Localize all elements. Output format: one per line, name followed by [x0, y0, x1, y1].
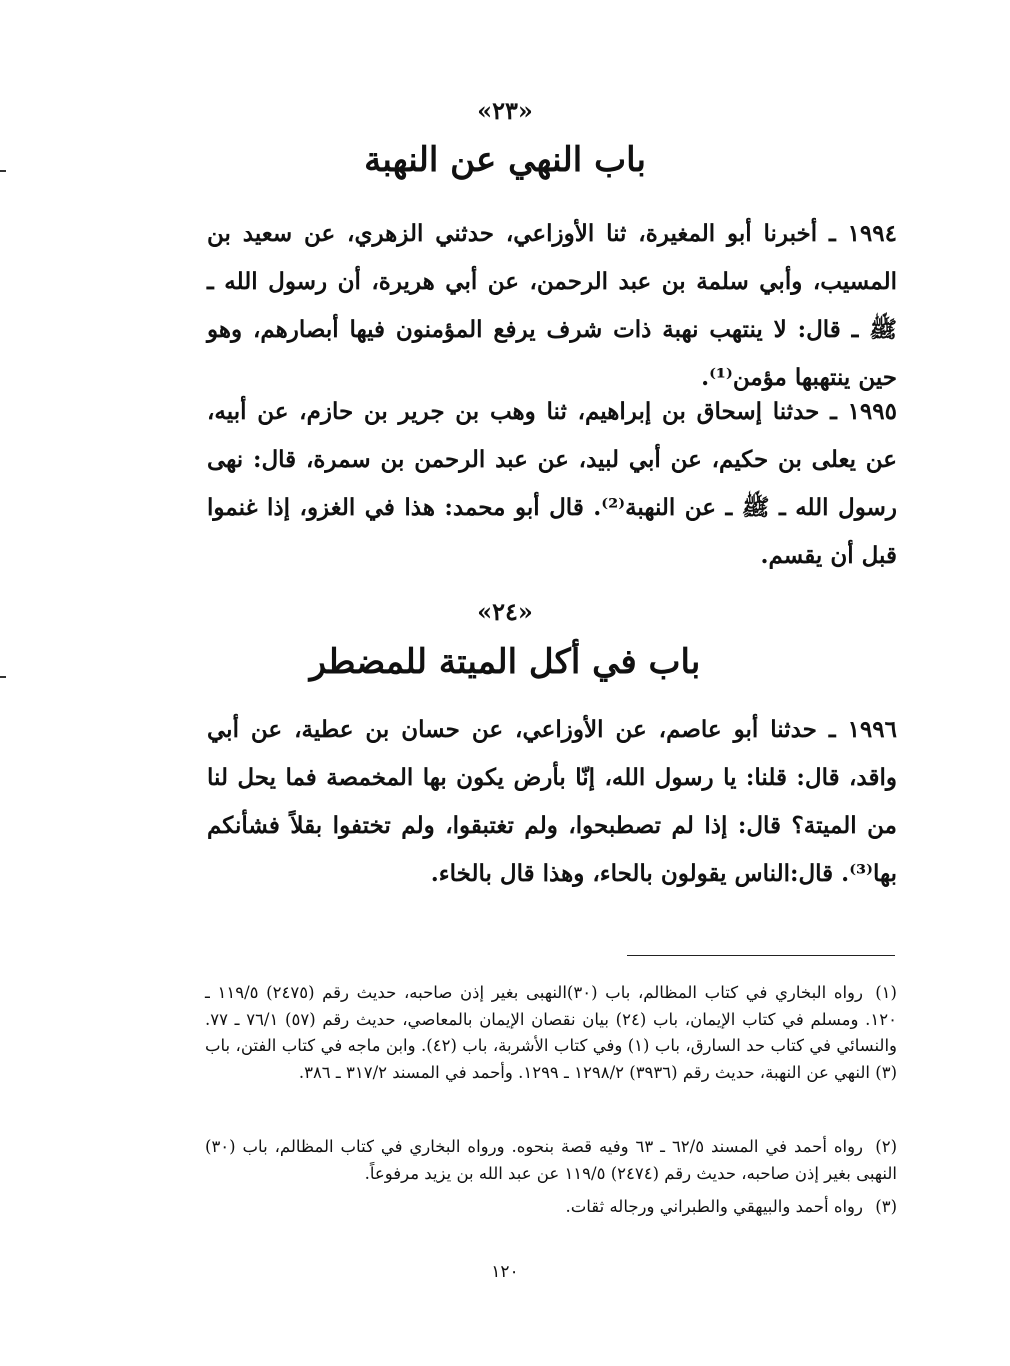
hadith-1996	[207, 706, 897, 898]
footnote-text: رواه أحمد والبيهقي والطبراني ورجاله ثقات.	[565, 1197, 863, 1216]
hadith-text: ـ حدثنا إسحاق بن إبراهيم، ثنا وهب بن جرير بن حازم، عن أبيه، عن يعلى بن حكيم، عن أبي لبيد، عن عبد الرحمن بن سمرة، قال: نهى رسول الله ـ ﷺ ـ عن النهبة⁽²⁾. قال أبو محمد: هذا في الغزو، إذا غنموا قبل أن يقسم.	[207, 398, 897, 569]
footnote-3	[205, 1194, 897, 1221]
chapter-23-title: باب النهي عن النهبة	[364, 140, 646, 180]
chapter-23-number: «٢٣»	[477, 96, 533, 125]
hadith-number: ١٩٩٦	[847, 716, 897, 743]
footnote-mark: (٢)	[875, 1137, 898, 1156]
hadith-number: ١٩٩٥	[847, 398, 897, 425]
hadith-text: ـ حدثنا أبو عاصم، عن الأوزاعي، عن حسان بن عطية، عن أبي واقد، قال: قلنا: يا رسول الله، إنّا بأرض يكون بها المخمصة فما يحل لنا من الميتة؟ قال: إذا لم تصطبحوا، ولم تغتبقوا، ولم تختفوا بقلاً فشأنكم بها⁽³⁾. قال:الناس يقولون بالحاء، وهذا قال بالخاء.	[207, 716, 897, 887]
footnote-mark: (٣)	[875, 1197, 897, 1216]
hadith-1995	[207, 388, 897, 580]
footnote-1	[205, 980, 897, 1086]
footnote-text: رواه أحمد في المسند ٦٢/٥ ـ ٦٣ وفيه قصة بنحوه. ورواه البخاري في كتاب المظالم، باب (٣٠) النهبى بغير إذن صاحبه، حديث رقم (٢٤٧٤) ١١٩/٥ عن عبد الله بن يزيد مرفوعاً.	[205, 1137, 897, 1183]
chapter-24-title: باب في أكل الميتة للمضطر	[309, 642, 701, 682]
footnote-text: رواه البخاري في كتاب المظالم، باب (٣٠)النهبى بغير إذن صاحبه، حديث رقم (٢٤٧٥) ١١٩/٥ ـ ١٢٠. ومسلم في كتاب الإيمان، باب (٢٤) بيان نقصان الإيمان بالمعاصي، حديث رقم (٥٧) ٧٦/١ ـ ٧٧. والنسائي في كتاب حد السارق، باب (١) وفي كتاب الأشربة، باب (٤٢). وابن ماجه في كتاب الفتن، باب (٣) النهي عن النهبة، حديث رقم (٣٩٣٦) ١٢٩٨/٢ ـ ١٢٩٩. وأحمد في المسند ٣١٧/٢ ـ ٣٨٦.	[205, 983, 898, 1082]
hadith-number: ١٩٩٤	[847, 220, 897, 247]
hadith-text: ـ أخبرنا أبو المغيرة، ثنا الأوزاعي، حدثني الزهري، عن سعيد بن المسيب، وأبي سلمة بن عبد الرحمن، عن أبي هريرة، أن رسول الله ـ ﷺ ـ قال: لا ينتهب نهبة ذات شرف يرفع المؤمنون فيها أبصارهم، وهو حين ينتهبها مؤمن⁽¹⁾.	[207, 220, 897, 391]
footnote-separator	[627, 955, 895, 956]
footnote-mark: (١)	[875, 983, 897, 1002]
hadith-1994	[207, 210, 897, 402]
footnote-2	[205, 1134, 897, 1187]
chapter-24-number: «٢٤»	[477, 597, 533, 626]
page-number: ١٢٠	[491, 1262, 519, 1282]
